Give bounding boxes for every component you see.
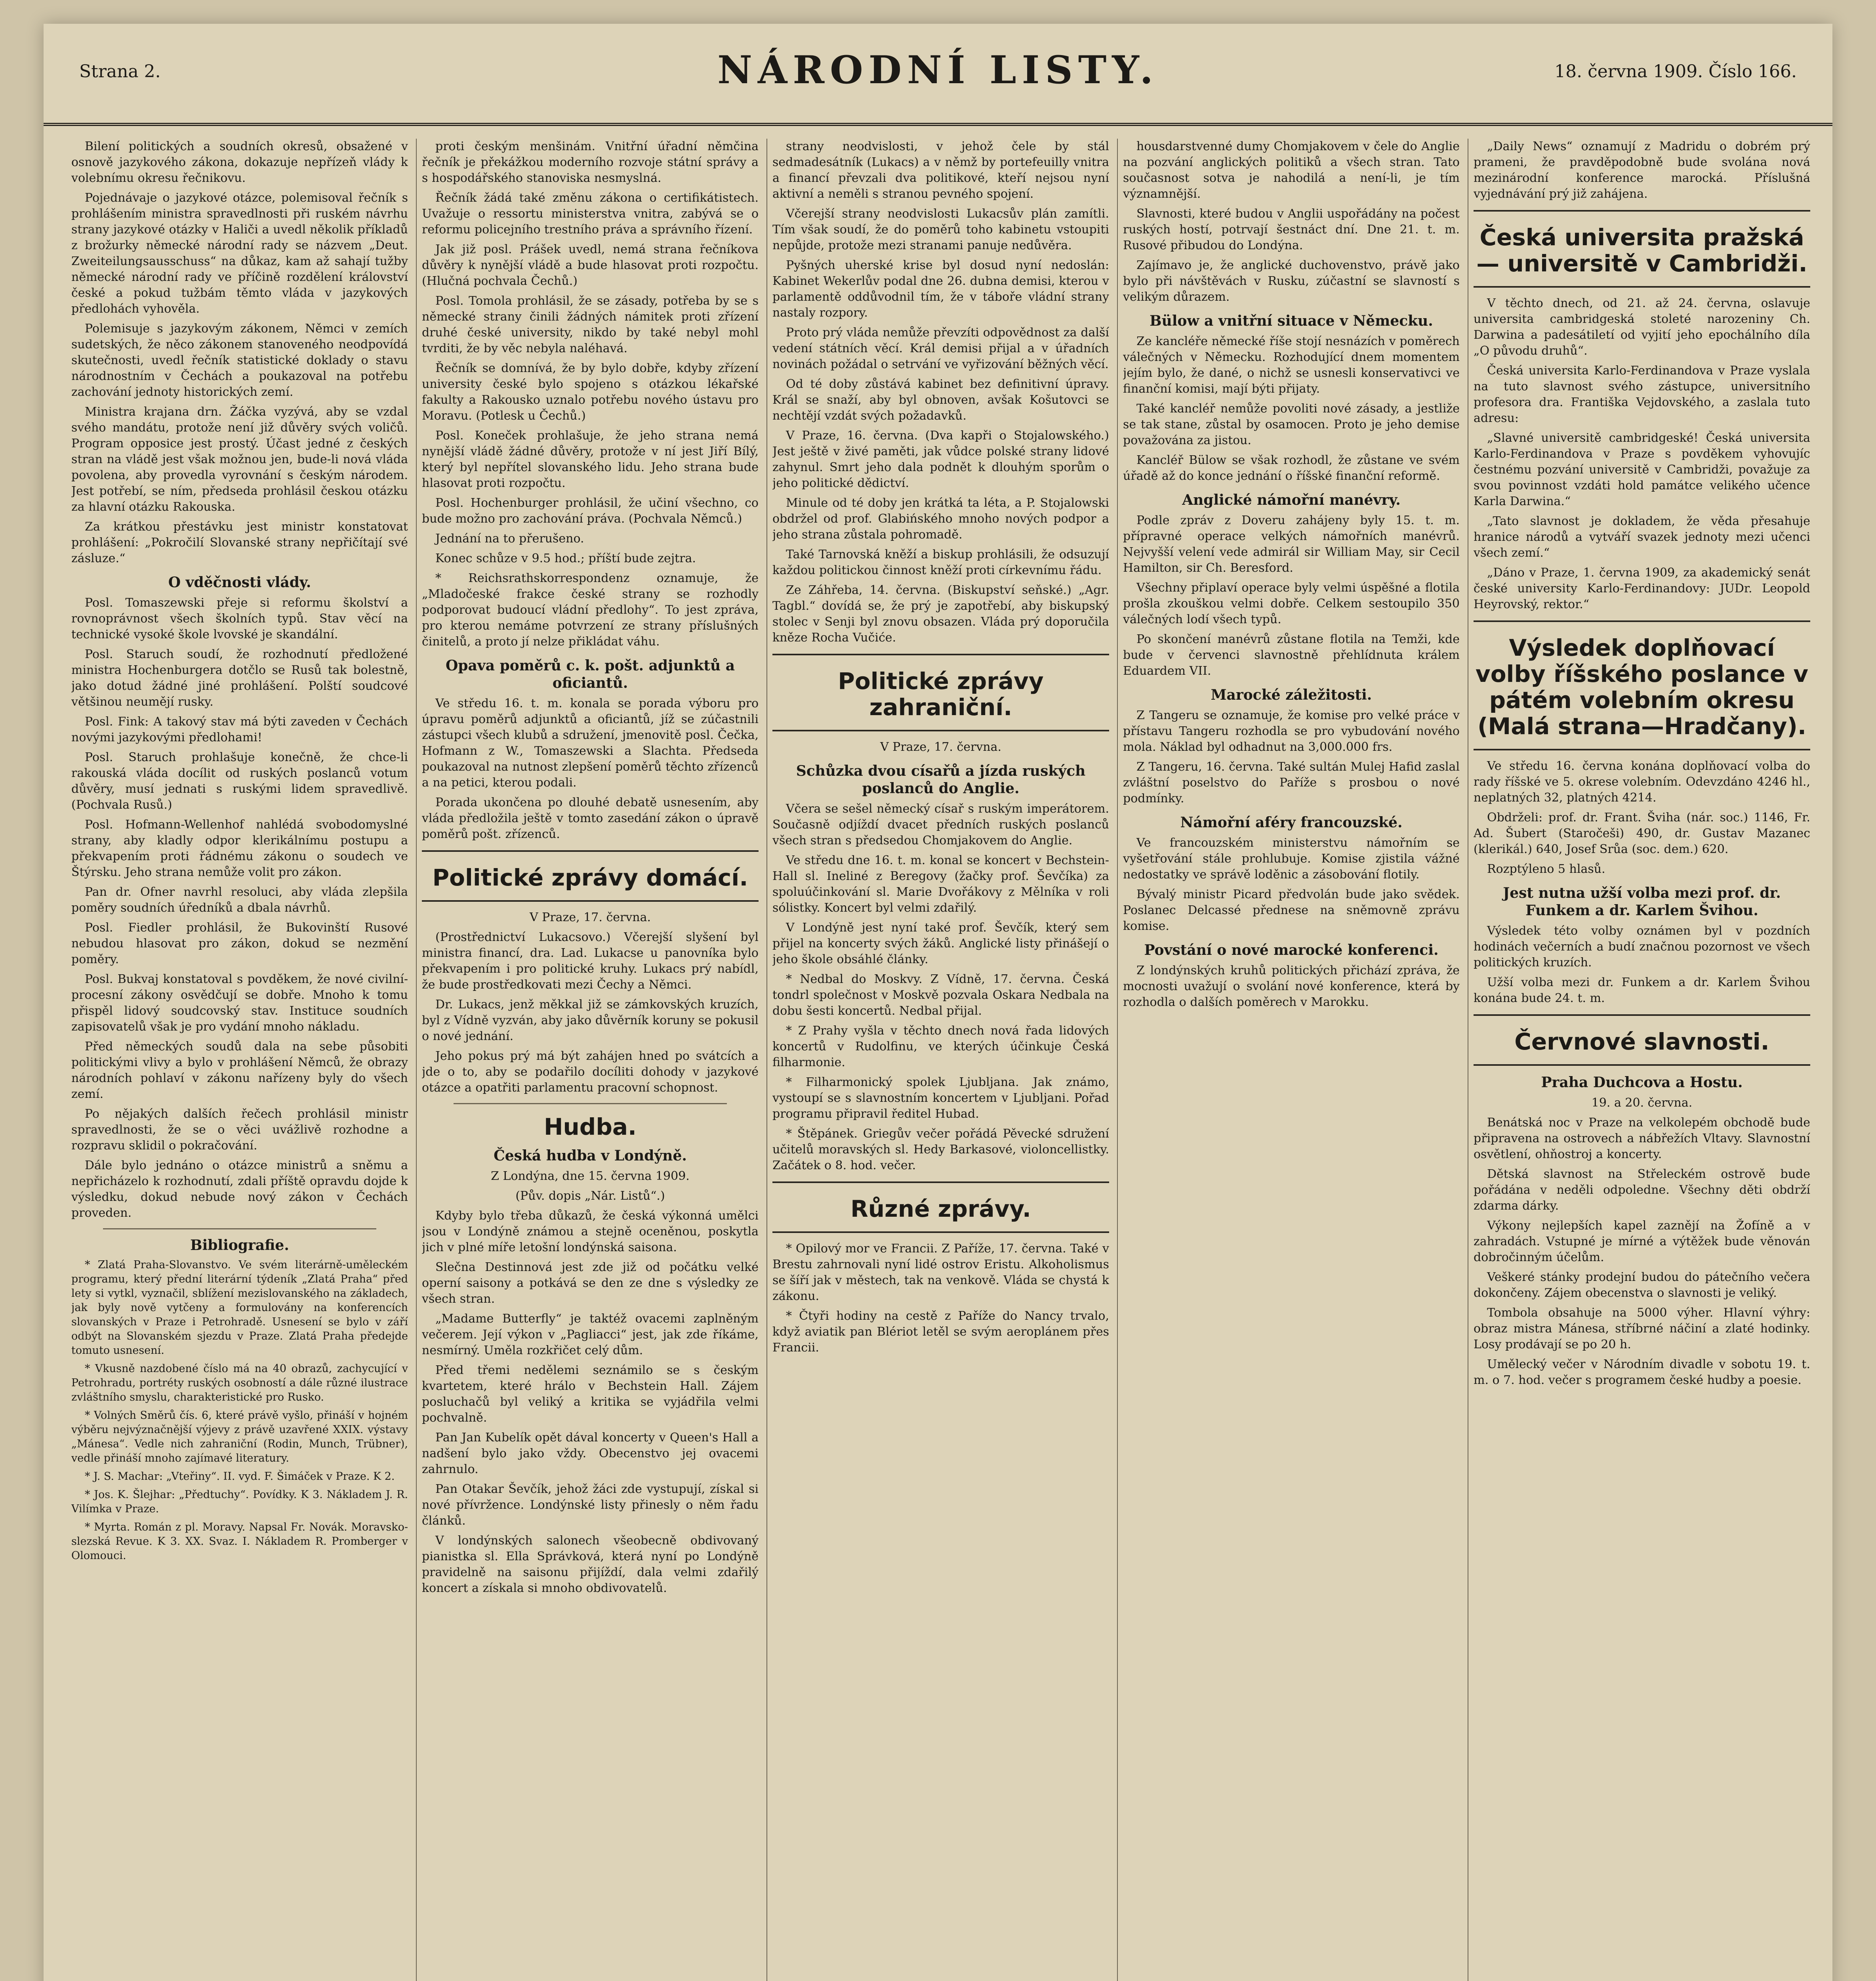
section-heading: Povstání o nové marocké konferenci. — [1144, 942, 1439, 958]
column-3 — [772, 139, 1109, 1981]
paragraph: * Volných Směrů čís. 6, které právě vyšlo, přináší v hojném výběru nejvýznačnější výjevy z právě uzavřené XXIX. výstavy „Mánesa“. Vedle nich zahraniční (Rodin, Munch, Trübner), vedle přináší mnoho zajímavé literatury. — [71, 1409, 408, 1464]
paragraph: Posl. Hochenburger prohlásil, že učiní všechno, co bude možno pro zachování práva. (Pochvala Němců.) — [422, 496, 759, 526]
column-4 — [1123, 139, 1460, 1981]
paragraph: * Opilový mor ve Francii. Z Paříže, 17. června. Také v Brestu zahrnovali nyní lidé ostrov Eristu. Alkoholismus se šíří jak v městech, tak na venkově. Vláda se chystá k zákonu. — [772, 1242, 1109, 1303]
paragraph: * Nedbal do Moskvy. Z Vídně, 17. června. Česká tondrl společnost v Moskvě pozvala Oskara Nedbala na dobu šesti koncertů. Nedbal přijal. — [772, 972, 1109, 1018]
paragraph: Bilení politických a soudních okresů, obsažené v osnově jazykového zákona, dokazuje nepřízeň vlády k volebnímu okresu řečnikovu. — [71, 139, 408, 185]
column-5 — [1474, 139, 1810, 1981]
section-heading: O vděčnosti vlády. — [168, 574, 311, 591]
paragraph: Ministra krajana drn. Žáčka vyzývá, aby se vzdal svého mandátu, protože není již důvěry svých voličů. Program opposice jest prostý. Účast jedné z českých stran na vládě jest však možnou jen, bude-li nová vláda povolena, aby provedla vyrovnání s českým národem. Jest potřebí, se ním, předseda prohlásil českou otázku za hlavní otázku Rakouska. — [71, 405, 408, 514]
paragraph: Všechny připlaví operace byly velmi úspěšné a flotila prošla zkouškou velmi dobře. Celkem sestoupilo 350 válečných lodí všech typů. — [1123, 581, 1460, 626]
dateline: Z Londýna, dne 15. června 1909. — [491, 1169, 690, 1183]
section-heading: Praha Duchcova a Hostu. — [1541, 1074, 1743, 1091]
paragraph: Po skončení manévrů zůstane flotila na Temži, kde bude v červenci slavnostně přehlídnuta králem Eduardem VII. — [1123, 632, 1460, 678]
paragraph: V Londýně jest nyní také prof. Ševčík, který sem přijel na koncerty svých žáků. Anglické listy přinášejí o jeho škole obsáhlé články. — [772, 921, 1109, 966]
paragraph: V londýnských salonech všeobecně obdivovaný pianistka sl. Ella Správková, která nyní po Londýně pravidelně na saisonu přijíždí, dala velmi zdařilý koncert a získala si mnoho obdivovatelů. — [422, 1534, 759, 1595]
paragraph: Výkony nejlepších kapel zaznějí na Žofíně a v zahradách. Vstupné je mírné a výtěžek bude věnován dobročinným účelům. — [1474, 1219, 1810, 1264]
columns — [71, 139, 1810, 1981]
paragraph: Tombola obsahuje na 5000 výher. Hlavní výhry: obraz mistra Mánesa, stříbrné náčiní a zlaté hodinky. Losy prodávají se po 20 h. — [1474, 1306, 1810, 1351]
paragraph: „Madame Butterfly“ je taktéž ovacemi zaplněným večerem. Její výkon v „Pagliacci“ jest, jak zde říkáme, nesmírný. Uměla rozkřičet celý dům. — [422, 1312, 759, 1357]
paragraph: Jak již posl. Prášek uvedl, nemá strana řečníkova důvěry k nynější vládě a bude hlasovat proti rozpočtu. (Hlučná pochvala Čechů.) — [422, 242, 759, 288]
column-2 — [422, 139, 759, 1981]
paragraph: Kancléř Bülow se však rozhodl, že zůstane ve svém úřadě až do konce jednání o říšské finanční reformě. — [1123, 453, 1460, 483]
paragraph: Před německých soudů dala na sebe působiti politickými vlivy a bylo v prohlášení Němců, že obrazy národních pohlaví v zákonu nařízeny byly do všech zemí. — [71, 1040, 408, 1101]
paragraph: * Štěpánek. Griegův večer pořádá Pěvecké sdružení učitelů moravských sl. Hedy Barkasové, violoncellistky. Začátek o 8. hod. večer. — [772, 1127, 1109, 1172]
paragraph: „Tato slavnost je dokladem, že věda přesahuje hranice národů a vytváří svazek jednoty mezi učenci všech zemí.“ — [1474, 514, 1810, 560]
paragraph: Pan Jan Kubelík opět dával koncerty v Queen's Hall a nadšení bylo jako vždy. Obecenstvo jej ovacemi zahrnulo. — [422, 1431, 759, 1476]
paragraph: * Filharmonický spolek Ljubljana. Jak známo, vystoupí se s slavnostním koncertem v Ljubljani. Pořad programu připravil ředitel Hubad. — [772, 1075, 1109, 1121]
paragraph: Z Tangeru, 16. června. Také sultán Mulej Hafid zaslal zvláštní poselstvo do Paříže s prosbou o nové podmínky. — [1123, 760, 1460, 805]
paragraph: Pyšných uherské krise byl dosud nyní nedoslán: Kabinet Wekerlův podal dne 26. dubna demisi, kterou v parlamentě oddůvodnil tím, že v táboře vládní strany nastaly rozpory. — [772, 258, 1109, 320]
section-title: Výsledek doplňovací volby říšského poslance v pátém volebním okresu (Malá strana—Hradčany). — [1475, 634, 1809, 740]
paragraph: proti českým menšinám. Vnitřní úřadní němčina řečník je překážkou moderního rozvoje státní správy a s hospodářského stanoviska nesmyslná. — [422, 139, 759, 185]
section-heading: Námořní aféry francouzské. — [1180, 814, 1403, 831]
paragraph: „Slavné universitě cambridgeské! Česká universita Karlo-Ferdinandova v Praze s povděkem vyhovujíc čestnému pozvání universitě v Cambridži, považuje za svou povinnost vzdáti hold památce velikého učence Karla Darwina.“ — [1474, 431, 1810, 508]
column-rule — [1117, 139, 1118, 1981]
paragraph: Posl. Tomaszewski přeje si reformu školství a rovnoprávnost všech školních typů. Stav věcí na technické vysoké škole lvovské je skandální. — [71, 596, 408, 641]
paragraph: Také Tarnovská kněží a biskup prohlásili, že odsuzují každou politickou činnost kněží proti církevnímu řádu. — [772, 548, 1109, 577]
paragraph: Posl. Fink: A takový stav má býti zaveden v Čechách novými jazykovými předlohami! — [71, 715, 408, 744]
section-box — [422, 850, 759, 902]
paragraph: Kdyby bylo třeba důkazů, že česká výkonná umělci jsou v Londýně známou a stejně oceněnou, poskytla jich v plné míře letošní londýnská saisona. — [422, 1209, 759, 1254]
paragraph: Posl. Hofmann-Wellenhof nahlédá svobodomyslné strany, aby kladly odpor klerikálnímu postupu a překvapením proti řádnému zákonu o soudech ve Štýrsku. Jeho strana nemůže volit pro zákon. — [71, 818, 408, 879]
paragraph: Z Tangeru se oznamuje, že komise pro velké práce v přístavu Tangeru rozhodla se pro vybudování nového mola. Náklad byl odhadnut na 3,000.000 frs. — [1123, 708, 1460, 754]
section-title: Česká universita pražská — universitě v Cambridži. — [1476, 224, 1807, 277]
paragraph: Řečník žádá také změnu zákona o certifikátistech. Uvažuje o ressortu ministerstva vnitra, zabývá se o reformu policejního trestního práva a správního řízení. — [422, 191, 759, 237]
section-box — [1474, 620, 1810, 750]
paragraph: Pan dr. Ofner navrhl resoluci, aby vláda zlepšila poměry soudních úředníků a dbala návrhů. — [71, 885, 408, 915]
section-heading: Opava poměrů c. k. pošt. adjunktů a oficiantů. — [445, 657, 735, 691]
section-heading: Bibliografie. — [190, 1237, 289, 1254]
section-heading: Jest nutna užší volba mezi prof. dr. Funkem a dr. Karlem Švihou. — [1503, 885, 1781, 919]
paragraph: * Jos. K. Šlejhar: „Předtuchy“. Povídky. K 3. Nákladem J. R. Vilímka v Praze. — [71, 1489, 408, 1515]
paragraph: Ze kancléře německé říše stojí nesnázích v poměrech válečných v Německu. Rozhodující dnem momentem jejím bylo, že dané, o nichž se usnesli konservativci ve finanční komisi, mají býti přijaty. — [1123, 334, 1460, 396]
paragraph: Výsledek této volby oznámen byl v pozdních hodinách večerních a budí značnou pozornost ve všech politických kruzích. — [1474, 924, 1810, 970]
paragraph: V těchto dnech, od 21. až 24. června, oslavuje universita cambridgeská stoleté narozeniny Ch. Darwina a padesátiletí od vyjití jeho epochálního díla „O původu druhů“. — [1474, 296, 1810, 358]
paragraph: Obdrželi: prof. dr. Frant. Šviha (nár. soc.) 1146, Fr. Ad. Šubert (Staročeši) 490, dr. Gustav Mazanec (klerikál.) 640, Josef Srůa (soc. dem.) 620. — [1474, 811, 1810, 856]
paragraph: Užší volba mezi dr. Funkem a dr. Karlem Švihou konána bude 24. t. m. — [1474, 975, 1810, 1005]
section-title: Červnové slavnosti. — [1514, 1028, 1769, 1055]
paragraph: Pojednávaje o jazykové otázce, polemisoval řečník s prohlášením ministra spravedlnosti při ruském návrhu strany jazykové otázky v Haliči a uvedl několik příkladů z brožurky německé národní rady se názvem „Deut. Zweiteilungsausschuss“ na důkaz, kam až sahají tužby německé národní rady ve příčině rozdělení království české a pokud tužbám těmto vláda v jazykových předlohách vyhověla. — [71, 191, 408, 316]
paragraph: Slavnosti, které budou v Anglii uspořádány na počest ruských hostí, potrvají šestnáct dní. Dne 21. t. m. Rusové přibudou do Londýna. — [1123, 207, 1460, 252]
newspaper-page — [44, 24, 1832, 1981]
paragraph: Dále bylo jednáno o otázce ministrů a sněmu a nepřicházelo k rozhodnutí, zdali příště opravdu dojde k výsledku, dokud nebude nový zákon v Čechách proveden. — [71, 1158, 408, 1220]
paragraph: Benátská noc v Praze na velkolepém obchodě bude připravena na ostrovech a nábřežích Vltavy. Slavnostní osvětlení, ohňostroj a koncerty. — [1474, 1116, 1810, 1161]
paragraph: (Prostřednictví Lukacsovo.) Včerejší slyšení byl ministra financí, dra. Lad. Lukacse u panovníka bylo překvapením i pro politické kruhy. Lukacs prý nabídl, že bude prostředkovati mezi Čechy a Němci. — [422, 930, 759, 992]
paragraph: Posl. Bukvaj konstatoval s povděkem, že nové civilní-procesní zákony osvědčují se dobře. Mnoho k tomu přispěl lidový soudcovský stav. Instituce soudních zapisovatelů však je pro vydání mnoho nákladu. — [71, 972, 408, 1034]
section-box — [1474, 210, 1810, 288]
paragraph: Rozptýleno 5 hlasů. — [1487, 862, 1605, 876]
paragraph: Dr. Lukacs, jenž měkkal již se zámkovských kruzích, byl z Vídně vyzván, aby jako důvěrník koruny se pokusil o nové jednání. — [422, 998, 759, 1043]
paragraph: Z londýnských kruhů politických přichází zpráva, že mocnosti uvažují o svolání nové konference, která by rozhodla o dalších poměrech v Marokku. — [1123, 964, 1460, 1009]
dateline: V Praze, 17. června. — [529, 910, 651, 924]
paragraph: * Myrta. Román z pl. Moravy. Napsal Fr. Novák. Moravsko-slezská Revue. K 3. XX. Svaz. I. Nákladem R. Promberger v Olomouci. — [71, 1521, 408, 1562]
column-1 — [71, 139, 408, 1981]
paragraph: „Daily News“ oznamují z Madridu o dobrém prý prameni, že pravděpodobně bude svolána nová mezinárodní konference marocká. Příslušná vyjednávání prý již zahájena. — [1474, 139, 1810, 201]
newspaper-title: NÁRODNÍ LISTY. — [717, 48, 1159, 92]
paragraph: Veškeré stánky prodejní budou do pátečního večera dokončeny. Zájem obecenstva o slavnosti je veliký. — [1474, 1270, 1810, 1300]
dateline: V Praze, 17. června. — [880, 740, 1002, 754]
paragraph: Před třemi nedělemi seznámilo se s českým kvartetem, které hrálo v Bechstein Hall. Zájem posluchačů byl veliký a kritika se vyjádřila velmi pochvalně. — [422, 1363, 759, 1425]
divider — [103, 1228, 376, 1229]
paragraph: Ve středu 16. června konána doplňovací volba do rady říšské ve 5. okrese volebním. Odevzdáno 4246 hl., neplatných 32, platných 4214. — [1474, 759, 1810, 805]
section-heading: Marocké záležitosti. — [1211, 687, 1372, 703]
paragraph: Jednání na to přerušeno. — [435, 532, 584, 546]
paragraph: Posl. Staruch soudí, že rozhodnutí předložené ministra Hochenburgera dotčlo se Rusů tak bolestně, jako dotud žádné jiné prohlášení. Polští soudcové většinou neumějí rusky. — [71, 647, 408, 709]
section-title: Politické zprávy zahraniční. — [838, 668, 1044, 721]
paragraph: Podle zpráv z Doveru zahájeny byly 15. t. m. přípravné operace velkých námořních manévrů. Nejvyšší velení vede admirál sir William May, sir Cecil Hamilton, sir Ch. Beresford. — [1123, 513, 1460, 575]
paragraph: Ve francouzském ministerstvu námořním se vyšetřování stále prohlubuje. Komise zjistila vážné nedostatky ve správě loděnic a zásobování flotily. — [1123, 836, 1460, 882]
paragraph: Umělecký večer v Národním divadle v sobotu 19. t. m. o 7. hod. večer s programem české hudby a poesie. — [1474, 1357, 1810, 1387]
paragraph: housdarstvenné dumy Chomjakovem v čele do Anglie na pozvání anglických politiků a všech stran. Tato současnost sotva je nahodilá a není-li, je tím významnější. — [1123, 139, 1460, 201]
paragraph: V Praze, 16. června. (Dva kapři o Stojalowského.) Jest ještě v živé paměti, jak vůdce polské strany lidové zahynul. Smrt jeho dala podnět k dlouhým sporům o jeho politické dědictví. — [772, 429, 1109, 490]
issue-date: 18. června 1909. Číslo 166. — [1554, 61, 1797, 82]
section-title: Hudba. — [543, 1113, 637, 1140]
section-heading: Schůzka dvou císařů a jízda ruských poslanců do Anglie. — [796, 763, 1086, 797]
source-note: (Pův. dopis „Nár. Listů“.) — [515, 1189, 665, 1203]
paragraph: „Dáno v Praze, 1. června 1909, za akademický senát české university Karlo-Ferdinandovy: JUDr. Leopold Heyrovský, rektor.“ — [1474, 566, 1810, 611]
paragraph: Za krátkou přestávku jest ministr konstatovat prohlášení: „Pokročilí Slovanské strany nepřičítají své zásluze.“ — [71, 520, 408, 565]
section-box — [772, 1181, 1109, 1233]
paragraph: strany neodvislosti, v jehož čele by stál sedmadesátník (Lukacs) a v němž by portefeuilly vnitra a financí převzali dva politikové, kteří nejsou nyní aktivní a neměli s stranou pevného spojení. — [772, 139, 1109, 201]
paragraph: Porada ukončena po dlouhé debatě usnesením, aby vláda předložila ještě v tomto zasedání zákon o úpravě poměrů pošt. zřízenců. — [422, 796, 759, 841]
paragraph: Posl. Tomola prohlásil, že se zásady, potřeba by se s německé strany činili žádných námitek proti zřízení druhé české university, nikdo by také nebyl mohl tvrditi, že by věc nebyla naléhavá. — [422, 294, 759, 355]
column-rule — [416, 139, 417, 1981]
paragraph: Včerejší strany neodvislosti Lukacsův plán zamítli. Tím však soudí, že do poměrů toho kabinetu vstoupiti nepůjde, protože mezi stranami panuje nedůvěra. — [772, 207, 1109, 252]
paragraph: * Z Prahy vyšla v těchto dnech nová řada lidových koncertů v Rudolfinu, ve kterých účinkuje Česká filharmonie. — [772, 1024, 1109, 1069]
paragraph: Jeho pokus prý má být zahájen hned po svátcích a jde o to, aby se podařilo docíliti dohody v jazykové otázce a opatřiti parlamentu pracovní schopnost. — [422, 1049, 759, 1095]
page-number: Strana 2. — [79, 61, 161, 82]
paragraph: Posl. Staruch prohlašuje konečně, že chce-li rakouská vláda docílit od ruských poslanců votum důvěry, musí jednati s ruskými lidem spravedlivě. (Pochvala Rusů.) — [71, 750, 408, 812]
paragraph: Pan Otakar Ševčík, jehož žáci zde vystupují, získal si nové přívržence. Londýnské listy přinesly o něm řadu článků. — [422, 1482, 759, 1528]
paragraph: Konec schůze v 9.5 hod.; příští bude zejtra. — [435, 552, 696, 565]
paragraph: * Vkusně nazdobené číslo má na 40 obrazů, zachycující v Petrohradu, portréty ruských osobností a dále různé ilustrace zvláštního smyslu, charakteristické pro Rusko. — [71, 1363, 408, 1403]
section-heading: Česká hudba v Londýně. — [494, 1147, 687, 1164]
paragraph: Posl. Fiedler prohlásil, že Bukovinští Rusové nebudou hlasovat pro zákon, dokud se nezmění poměry. — [71, 921, 408, 966]
section-box — [772, 654, 1109, 731]
paragraph: Také kancléř nemůže povoliti nové zásady, a jestliže se tak stane, zůstal by osamocen. Proto je jeho demise považována za jistou. — [1123, 402, 1460, 447]
paragraph: Česká universita Karlo-Ferdinandova v Praze vyslala na tuto slavnost svého zástupce, universitního profesora dra. Františka Vejdovského, a zaslala tuto adresu: — [1474, 364, 1810, 425]
section-title: Různé zprávy. — [850, 1195, 1031, 1222]
paragraph: * Zlatá Praha-Slovanstvo. Ve svém literárně-uměleckém programu, který přední literární týdeník „Zlatá Praha“ před lety si vytkl, vyznačil, sblížení mezislovanského na základech, jak byly nově vytčeny a formulovány na konferencích slovanských v Praze i Petrohradě. Usnesení se bylo v září odbýt na Slovanském sjezdu v Praze. Zlatá Praha předejde tomuto usnesení. — [71, 1259, 408, 1357]
paragraph: Po nějakých dalších řečech prohlásil ministr spravedlnosti, že se o věci uvážlivě rozhodne a rozpravu sklidil o pokračování. — [71, 1107, 408, 1153]
paragraph: Od té doby zůstává kabinet bez definitivní úpravy. Král se snaží, aby byl obnoven, avšak Košutovci se nechtějí vzdát svých požadavků. — [772, 377, 1109, 423]
paragraph: Polemisuje s jazykovým zákonem, Němci v zemích sudetských, že něco zákonem stanoveného neodpovídá skutečnosti, uvedl řečník statistické doklady o stavu národnostním v Čechách a poukazoval na potřebu zachování jednoty historických zemí. — [71, 322, 408, 399]
paragraph: Bývalý ministr Picard předvolán bude jako svědek. Poslanec Delcassé přednese na sněmovně zprávu komise. — [1123, 887, 1460, 933]
masthead — [44, 24, 1832, 126]
paragraph: Minule od té doby jen krátká ta léta, a P. Stojalowski obdržel od prof. Glabińského mnoho nových podpor a jeho strana zůstala pohromadě. — [772, 496, 1109, 542]
paragraph: Ze Záhřeba, 14. června. (Biskupství seňské.) „Agr. Tagbl.“ dovídá se, že prý je zapotřebí, aby biskupský stolec v Senji byl znovu obsazen. Vláda prý doporučila kněze Rocha Vučiće. — [772, 583, 1109, 645]
section-heading: Anglické námořní manévry. — [1182, 492, 1401, 508]
paragraph: * J. S. Machar: „Vteřiny“. II. vyd. F. Šimáček v Praze. K 2. — [85, 1470, 395, 1483]
paragraph: Ve středu 16. t. m. konala se porada výboru pro úpravu poměrů adjunktů a oficiantů, jíž se zúčastnili zástupci všech klubů a sdružení, jmenovitě posl. Čečka, Hofmann z W., Tomaszewski a Slachta. Předseda poukazoval na nutnost zlepšení poměrů těchto zřízenců a na petici, kterou podali. — [422, 697, 759, 790]
paragraph: Dětská slavnost na Střeleckém ostrově bude pořádána v neděli odpoledne. Všechny děti obdrží zdarma dárky. — [1474, 1167, 1810, 1213]
section-heading: Bülow a vnitřní situace v Německu. — [1150, 313, 1433, 329]
paragraph: Zajímavo je, že anglické duchovenstvo, právě jako bylo při návštěvách v Rusku, zúčastní se slavností s velikým důrazem. — [1123, 258, 1460, 304]
column-rule — [766, 139, 767, 1981]
paragraph: * Čtyři hodiny na cestě z Paříže do Nancy trvalo, když aviatik pan Blériot letěl se svým aeroplánem přes Francii. — [772, 1309, 1109, 1355]
paragraph: Ve středu dne 16. t. m. konal se koncert v Bechstein-Hall sl. Ineliné z Beregovy (žačky prof. Ševčíka) za spoluúčinkování sl. Marie Dvořákovy z Mělníka v roli sólistky. Koncert byl velmi zdařilý. — [772, 853, 1109, 915]
paragraph: Včera se sešel německý císař s ruským imperátorem. Současně odjíždí dvacet předních ruských poslanců všech stran s předsedou Chomjakovem do Anglie. — [772, 802, 1109, 847]
divider — [454, 1103, 727, 1104]
section-title: Politické zprávy domácí. — [432, 864, 748, 891]
paragraph: Slečna Destinnová jest zde již od počátku velké operní saisony a potkává se den ze dne s výsledky ze všech stran. — [422, 1260, 759, 1306]
dateline: 19. a 20. června. — [1591, 1096, 1693, 1110]
paragraph: Proto prý vláda nemůže převzíti odpovědnost za další vedení státních věcí. Král demisi přijal a v úřadních novinách požádal o setrvání ve vyřizování běžných věcí. — [772, 326, 1109, 371]
section-box — [1474, 1014, 1810, 1066]
paragraph: Řečník se domnívá, že by bylo dobře, kdyby zřízení university české bylo spojeno s otázkou lékařské fakulty a Rakousko uznalo potřebu nového ústavu pro Moravu. (Potlesk u Čechů.) — [422, 361, 759, 423]
paragraph: Posl. Koneček prohlašuje, že jeho strana nemá nynější vládě žádné důvěry, protože v ní jest Jiří Bílý, který byl nepřítel slovanského lidu. Jeho strana bude hlasovat proti rozpočtu. — [422, 429, 759, 490]
paragraph: * Reichsrathskorrespondenz oznamuje, že „Mladočeské frakce české strany se rozhodly podporovat budoucí vládní předlohy“. To jest zpráva, pro kterou nemáme potvrzení ze strany příslušných činitelů, a proto jí nelze přikládat váhu. — [422, 571, 759, 649]
